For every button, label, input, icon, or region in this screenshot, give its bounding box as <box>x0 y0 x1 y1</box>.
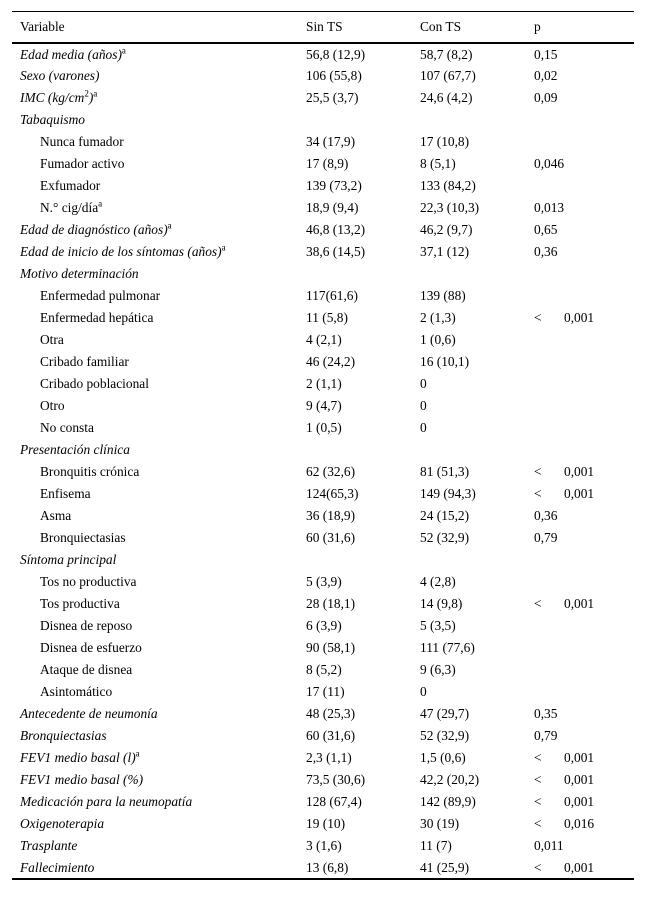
row-variable <box>12 175 298 197</box>
row-p-value <box>526 87 634 109</box>
row-p-value <box>526 109 634 131</box>
table-row <box>12 263 634 285</box>
variable-label: IMC (kg/cm <box>20 90 85 105</box>
variable-label: Enfermedad hepática <box>40 310 154 325</box>
row-p-value <box>526 175 634 197</box>
row-variable <box>12 769 298 791</box>
row-sin-ts: 6 (3,9) <box>306 618 342 633</box>
p-value: 0,001 <box>564 464 595 479</box>
row-con-ts: 16 (10,1) <box>420 354 470 369</box>
footnote-marker: a <box>98 198 103 209</box>
row-p-value <box>526 417 634 439</box>
row-p-value <box>526 615 634 637</box>
row-p-value <box>526 791 634 813</box>
row-sin-ts: 56,8 (12,9) <box>306 46 366 62</box>
variable-label: Edad media (años) <box>20 46 122 62</box>
row-variable <box>12 395 298 417</box>
table-row <box>12 373 634 395</box>
table-header <box>12 12 634 44</box>
table-row <box>12 351 634 373</box>
table-row <box>12 461 634 483</box>
row-p-value <box>526 395 634 417</box>
less-than-sign: < <box>534 859 542 875</box>
row-p-value <box>526 131 634 153</box>
row-variable <box>12 461 298 483</box>
row-variable <box>12 373 298 395</box>
row-sin-ts <box>298 549 412 571</box>
row-p-value <box>526 65 634 87</box>
row-variable <box>12 857 298 879</box>
row-sin-ts <box>298 439 412 461</box>
row-con-ts: 0 <box>420 376 427 391</box>
table-row <box>12 153 634 175</box>
row-variable <box>12 219 298 241</box>
row-variable <box>12 65 298 87</box>
row-sin-ts <box>298 263 412 285</box>
variable-label: Ataque de disnea <box>40 662 133 677</box>
row-variable <box>12 329 298 351</box>
header-sin-ts: Sin TS <box>306 19 343 34</box>
table-row <box>12 527 634 549</box>
row-con-ts: 0 <box>420 684 427 699</box>
row-con-ts: 142 (89,9) <box>420 794 476 809</box>
row-con-ts <box>412 263 526 285</box>
variable-label: Síntoma principal <box>20 552 117 567</box>
table-row <box>12 769 634 791</box>
table-row <box>12 65 634 87</box>
row-sin-ts: 5 (3,9) <box>306 574 342 589</box>
row-con-ts: 22,3 (10,3) <box>420 200 480 215</box>
row-con-ts: 139 (88) <box>420 288 466 303</box>
row-sin-ts: 2 (1,1) <box>306 376 342 391</box>
variable-label: Bronquiectasias <box>40 530 126 545</box>
row-sin-ts: 128 (67,4) <box>306 794 362 809</box>
row-con-ts: 17 (10,8) <box>420 134 470 149</box>
row-con-ts <box>412 439 526 461</box>
row-sin-ts: 25,5 (3,7) <box>306 90 359 105</box>
p-value: 0,001 <box>564 750 595 765</box>
row-con-ts: 11 (7) <box>420 838 452 853</box>
row-sin-ts: 139 (73,2) <box>306 178 362 193</box>
table-row <box>12 417 634 439</box>
table-row <box>12 681 634 703</box>
variable-label: Exfumador <box>40 178 101 193</box>
row-variable <box>12 307 298 329</box>
table-row <box>12 131 634 153</box>
row-con-ts: 24,6 (4,2) <box>420 90 473 105</box>
less-than-sign: < <box>534 486 542 501</box>
variable-label: Otro <box>40 398 65 413</box>
footnote-marker: a <box>121 45 126 56</box>
row-variable <box>12 285 298 307</box>
p-value: 0,013 <box>534 200 565 215</box>
p-value: 0,001 <box>564 596 595 611</box>
row-variable <box>12 725 298 747</box>
variable-label: Fumador activo <box>40 156 125 171</box>
row-variable <box>12 571 298 593</box>
table-row <box>12 43 634 65</box>
row-sin-ts: 60 (31,6) <box>306 530 356 545</box>
variable-label: Nunca fumador <box>40 134 124 149</box>
table-row <box>12 197 634 219</box>
row-con-ts: 52 (32,9) <box>420 728 470 743</box>
row-con-ts: 52 (32,9) <box>420 530 470 545</box>
footnote-marker: a <box>221 242 226 253</box>
less-than-sign: < <box>534 750 542 765</box>
row-sin-ts: 60 (31,6) <box>306 728 356 743</box>
table-row <box>12 505 634 527</box>
row-variable <box>12 87 298 109</box>
row-variable <box>12 615 298 637</box>
table-row <box>12 813 634 835</box>
row-con-ts: 1 (0,6) <box>420 332 456 347</box>
row-variable <box>12 593 298 615</box>
variable-label: Asma <box>40 508 72 523</box>
row-sin-ts: 90 (58,1) <box>306 640 356 655</box>
variable-label: Enfisema <box>40 486 91 501</box>
row-con-ts: 2 (1,3) <box>420 310 456 325</box>
row-sin-ts: 3 (1,6) <box>306 838 342 853</box>
less-than-sign: < <box>534 310 542 325</box>
variable-label: Otra <box>40 332 64 347</box>
row-con-ts: 14 (9,8) <box>420 596 463 611</box>
header-row <box>12 12 634 44</box>
footnote-marker: a <box>135 748 140 759</box>
row-sin-ts: 46,8 (13,2) <box>306 222 366 237</box>
row-sin-ts: 117(61,6) <box>306 288 358 303</box>
row-p-value <box>526 725 634 747</box>
row-p-value <box>526 681 634 703</box>
row-p-value <box>526 351 634 373</box>
row-p-value <box>526 505 634 527</box>
variable-label: Tos productiva <box>40 596 120 611</box>
variable-label: Medicación para la neumopatía <box>20 794 193 809</box>
row-variable <box>12 659 298 681</box>
variable-label: Disnea de esfuerzo <box>40 640 142 655</box>
row-variable <box>12 197 298 219</box>
row-sin-ts: 13 (6,8) <box>306 859 349 875</box>
table-row <box>12 439 634 461</box>
table-row <box>12 307 634 329</box>
row-p-value <box>526 43 634 65</box>
row-p-value <box>526 241 634 263</box>
row-sin-ts: 48 (25,3) <box>306 706 356 721</box>
variable-label: Trasplante <box>20 838 78 853</box>
table-row <box>12 329 634 351</box>
row-con-ts: 5 (3,5) <box>420 618 456 633</box>
row-p-value <box>526 483 634 505</box>
row-con-ts: 46,2 (9,7) <box>420 222 473 237</box>
row-con-ts: 30 (19) <box>420 816 460 831</box>
p-value: 0,001 <box>564 772 595 787</box>
row-sin-ts: 9 (4,7) <box>306 398 342 413</box>
p-value: 0,011 <box>534 838 564 853</box>
table-row <box>12 725 634 747</box>
variable-label: Bronquitis crónica <box>40 464 140 479</box>
row-variable <box>12 417 298 439</box>
row-con-ts: 1,5 (0,6) <box>420 750 466 765</box>
table-row <box>12 241 634 263</box>
variable-label: Motivo determinación <box>20 266 139 281</box>
variable-label: Disnea de reposo <box>40 618 133 633</box>
p-value: 0,001 <box>564 794 595 809</box>
row-con-ts: 24 (15,2) <box>420 508 470 523</box>
row-con-ts: 37,1 (12) <box>420 244 470 259</box>
row-sin-ts: 17 (8,9) <box>306 156 349 171</box>
row-sin-ts: 19 (10) <box>306 816 346 831</box>
row-variable <box>12 549 298 571</box>
data-table <box>12 11 634 880</box>
table-row <box>12 703 634 725</box>
table-container <box>12 11 634 880</box>
row-con-ts: 42,2 (20,2) <box>420 772 480 787</box>
p-value: 0,15 <box>534 46 558 62</box>
row-variable <box>12 835 298 857</box>
row-variable <box>12 263 298 285</box>
table-row <box>12 395 634 417</box>
row-p-value <box>526 835 634 857</box>
table-row <box>12 835 634 857</box>
table-row <box>12 593 634 615</box>
row-sin-ts: 34 (17,9) <box>306 134 356 149</box>
row-sin-ts: 1 (0,5) <box>306 420 342 435</box>
row-con-ts: 9 (6,3) <box>420 662 456 677</box>
row-p-value <box>526 637 634 659</box>
row-variable <box>12 791 298 813</box>
row-variable <box>12 439 298 461</box>
row-p-value <box>526 373 634 395</box>
row-p-value <box>526 857 634 879</box>
variable-label: Antecedente de neumonía <box>20 706 158 721</box>
row-p-value <box>526 549 634 571</box>
row-variable <box>12 505 298 527</box>
p-value: 0,001 <box>564 486 595 501</box>
p-value: 0,016 <box>564 816 595 831</box>
less-than-sign: < <box>534 794 542 809</box>
p-value: 0,36 <box>534 244 558 259</box>
variable-label: Presentación clínica <box>20 442 130 457</box>
row-con-ts: 4 (2,8) <box>420 574 456 589</box>
row-sin-ts <box>298 109 412 131</box>
variable-label: Asintomático <box>40 684 113 699</box>
row-p-value <box>526 263 634 285</box>
table-row <box>12 659 634 681</box>
p-value: 0,001 <box>564 859 595 875</box>
variable-label: No consta <box>40 420 94 435</box>
row-p-value <box>526 527 634 549</box>
row-p-value <box>526 153 634 175</box>
row-p-value <box>526 329 634 351</box>
footnote-marker: a <box>167 220 172 231</box>
variable-label: Oxigenoterapia <box>20 816 105 831</box>
row-con-ts: 149 (94,3) <box>420 486 476 501</box>
footnote-marker: a <box>93 88 98 99</box>
row-sin-ts: 38,6 (14,5) <box>306 244 366 259</box>
row-con-ts: 8 (5,1) <box>420 156 456 171</box>
variable-label: FEV1 medio basal (%) <box>20 772 144 787</box>
row-variable <box>12 703 298 725</box>
table-row <box>12 549 634 571</box>
row-variable <box>12 351 298 373</box>
row-p-value <box>526 219 634 241</box>
variable-label: Fallecimiento <box>20 859 95 875</box>
variable-label: Tabaquismo <box>20 112 85 127</box>
row-con-ts: 133 (84,2) <box>420 178 476 193</box>
table-row <box>12 791 634 813</box>
less-than-sign: < <box>534 596 542 611</box>
variable-label: Cribado poblacional <box>40 376 149 391</box>
row-p-value <box>526 439 634 461</box>
p-value: 0,09 <box>534 90 558 105</box>
table-row <box>12 571 634 593</box>
row-con-ts: 0 <box>420 420 427 435</box>
less-than-sign: < <box>534 772 542 787</box>
table-row <box>12 175 634 197</box>
row-p-value <box>526 285 634 307</box>
row-variable <box>12 747 298 769</box>
table-row <box>12 285 634 307</box>
variable-label: Edad de diagnóstico (años) <box>20 222 168 237</box>
row-sin-ts: 124(65,3) <box>306 486 359 501</box>
row-p-value <box>526 769 634 791</box>
row-variable <box>12 637 298 659</box>
header-variable: Variable <box>20 19 65 34</box>
table-row <box>12 219 634 241</box>
row-sin-ts: 106 (55,8) <box>306 68 362 83</box>
table-row <box>12 747 634 769</box>
row-variable <box>12 241 298 263</box>
row-sin-ts: 4 (2,1) <box>306 332 342 347</box>
row-p-value <box>526 813 634 835</box>
variable-label: Enfermedad pulmonar <box>40 288 161 303</box>
variable-label: Tos no productiva <box>40 574 137 589</box>
table-row <box>12 857 634 879</box>
header-con-ts: Con TS <box>420 19 462 34</box>
row-variable <box>12 109 298 131</box>
row-con-ts: 41 (25,9) <box>420 859 470 875</box>
variable-label: FEV1 medio basal (l) <box>20 750 136 765</box>
row-sin-ts: 18,9 (9,4) <box>306 200 359 215</box>
row-con-ts <box>412 109 526 131</box>
less-than-sign: < <box>534 816 542 831</box>
closing-paren: ) <box>88 90 94 105</box>
table-row <box>12 87 634 109</box>
variable-label: Cribado familiar <box>40 354 129 369</box>
p-value: 0,35 <box>534 706 558 721</box>
row-sin-ts: 62 (32,6) <box>306 464 356 479</box>
row-con-ts: 47 (29,7) <box>420 706 470 721</box>
table-row <box>12 483 634 505</box>
row-sin-ts: 8 (5,2) <box>306 662 342 677</box>
less-than-sign: < <box>534 464 542 479</box>
row-p-value <box>526 593 634 615</box>
row-sin-ts: 73,5 (30,6) <box>306 772 366 787</box>
row-variable <box>12 681 298 703</box>
p-value: 0,79 <box>534 530 558 545</box>
table-row <box>12 615 634 637</box>
table-body <box>12 43 634 879</box>
variable-label: Sexo (varones) <box>20 68 100 83</box>
row-con-ts: 81 (51,3) <box>420 464 470 479</box>
row-con-ts: 111 (77,6) <box>420 640 475 655</box>
p-value: 0,02 <box>534 68 558 83</box>
p-value: 0,36 <box>534 508 558 523</box>
row-variable <box>12 43 298 65</box>
row-p-value <box>526 747 634 769</box>
row-variable <box>12 131 298 153</box>
p-value: 0,001 <box>564 310 595 325</box>
row-variable <box>12 483 298 505</box>
variable-label: Edad de inicio de los síntomas (años) <box>20 244 222 259</box>
row-variable <box>12 527 298 549</box>
row-con-ts <box>412 549 526 571</box>
table-row <box>12 637 634 659</box>
row-p-value <box>526 703 634 725</box>
row-con-ts: 58,7 (8,2) <box>420 46 473 62</box>
row-variable <box>12 153 298 175</box>
table-row <box>12 109 634 131</box>
exponent: 2 <box>84 88 89 99</box>
row-variable <box>12 813 298 835</box>
row-sin-ts: 2,3 (1,1) <box>306 750 352 765</box>
row-con-ts: 0 <box>420 398 427 413</box>
p-value: 0,046 <box>534 156 565 171</box>
row-sin-ts: 36 (18,9) <box>306 508 356 523</box>
row-con-ts: 107 (67,7) <box>420 68 476 83</box>
p-value: 0,79 <box>534 728 558 743</box>
p-value: 0,65 <box>534 222 558 237</box>
header-p: p <box>534 19 541 34</box>
row-p-value <box>526 307 634 329</box>
row-p-value <box>526 461 634 483</box>
row-sin-ts: 17 (11) <box>306 684 345 699</box>
row-p-value <box>526 197 634 219</box>
row-sin-ts: 46 (24,2) <box>306 354 356 369</box>
row-sin-ts: 28 (18,1) <box>306 596 356 611</box>
row-p-value <box>526 571 634 593</box>
variable-label: N.° cig/día <box>40 200 99 215</box>
row-sin-ts: 11 (5,8) <box>306 310 348 325</box>
row-p-value <box>526 659 634 681</box>
variable-label: Bronquiectasias <box>20 728 107 743</box>
